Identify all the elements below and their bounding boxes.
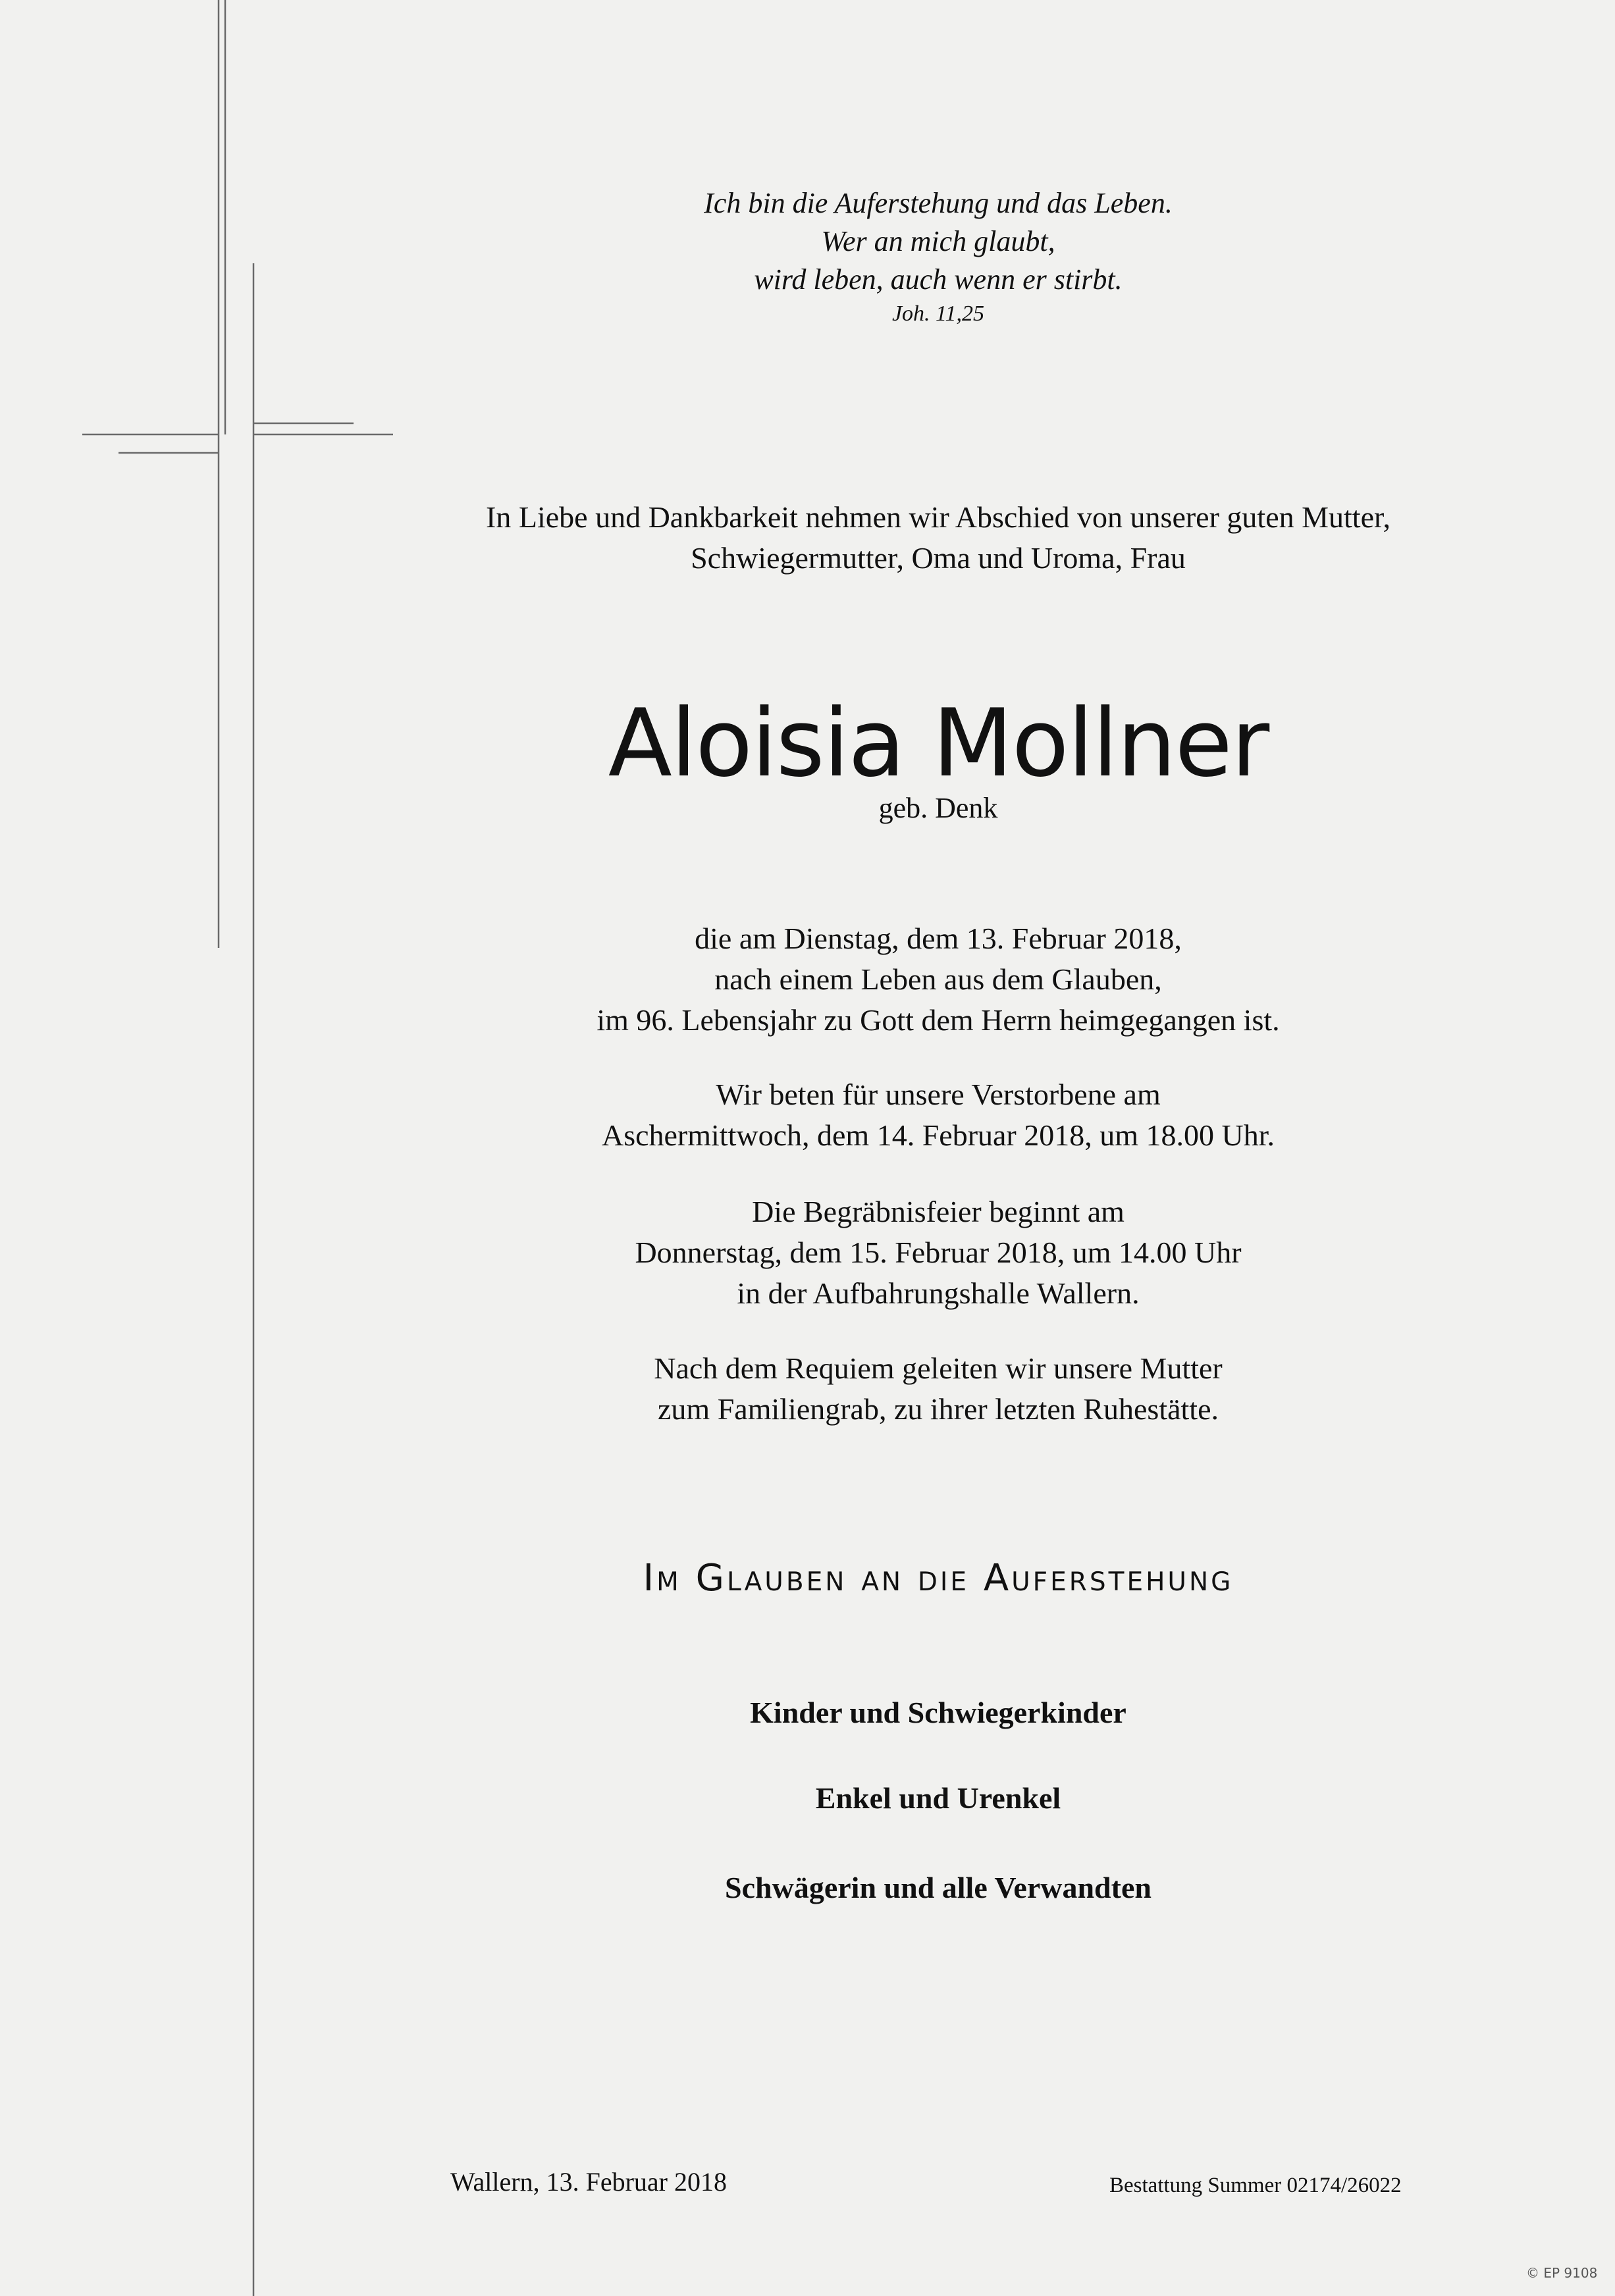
mourner-group: Enkel und Urenkel [815, 1781, 1061, 1815]
print-code: © EP 9108 [1526, 2265, 1598, 2281]
intro-line: Schwiegermutter, Oma und Uroma, Frau [691, 541, 1186, 575]
death-notice [454, 918, 1422, 1041]
death-notice-line: die am Dienstag, dem 13. Februar 2018, [695, 922, 1182, 955]
place-and-date: Wallern, 13. Februar 2018 [450, 2167, 727, 2197]
mourner-group: Schwägerin und alle Verwandten [725, 1871, 1152, 1904]
prayer-line: Aschermittwoch, dem 14. Februar 2018, um 18.00 Uhr. [601, 1118, 1275, 1152]
quote-line: Wer an mich glaubt, [821, 225, 1055, 257]
prayer-notice [454, 1074, 1422, 1156]
quote-line: wird leben, auch wenn er stirbt. [754, 263, 1123, 296]
undertaker-contact: Bestattung Summer 02174/26022 [1109, 2174, 1402, 2197]
funeral-line: Die Begräbnisfeier beginnt am [752, 1195, 1125, 1228]
birth-name: geb. Denk [878, 792, 998, 824]
death-notice-line: im 96. Lebensjahr zu Gott dem Herrn heimgegangen ist. [596, 1003, 1280, 1037]
intro-line: In Liebe und Dankbarkeit nehmen wir Abschied von unserer guten Mutter, [486, 500, 1390, 534]
burial-line: zum Familiengrab, zu ihrer letzten Ruhestätte. [658, 1392, 1219, 1426]
faith-motto: Im Glauben an die Auferstehung [643, 1557, 1234, 1600]
quote-reference: Joh. 11,25 [891, 301, 985, 326]
prayer-line: Wir beten für unsere Verstorbene am [716, 1078, 1161, 1111]
intro-text [454, 497, 1422, 579]
cross-icon [0, 0, 461, 2296]
burial-notice [454, 1348, 1422, 1430]
mourner-group: Kinder und Schwiegerkinder [750, 1696, 1126, 1729]
bible-quote [454, 184, 1422, 329]
quote-line: Ich bin die Auferstehung und das Leben. [704, 187, 1173, 219]
funeral-notice [454, 1191, 1422, 1314]
burial-line: Nach dem Requiem geleiten wir unsere Mutter [654, 1351, 1223, 1385]
funeral-line: Donnerstag, dem 15. Februar 2018, um 14.00 Uhr [635, 1236, 1242, 1269]
funeral-line: in der Aufbahrungshalle Wallern. [737, 1276, 1140, 1310]
death-notice-line: nach einem Leben aus dem Glauben, [714, 962, 1162, 996]
deceased-name: Aloisia Mollner [608, 689, 1269, 798]
